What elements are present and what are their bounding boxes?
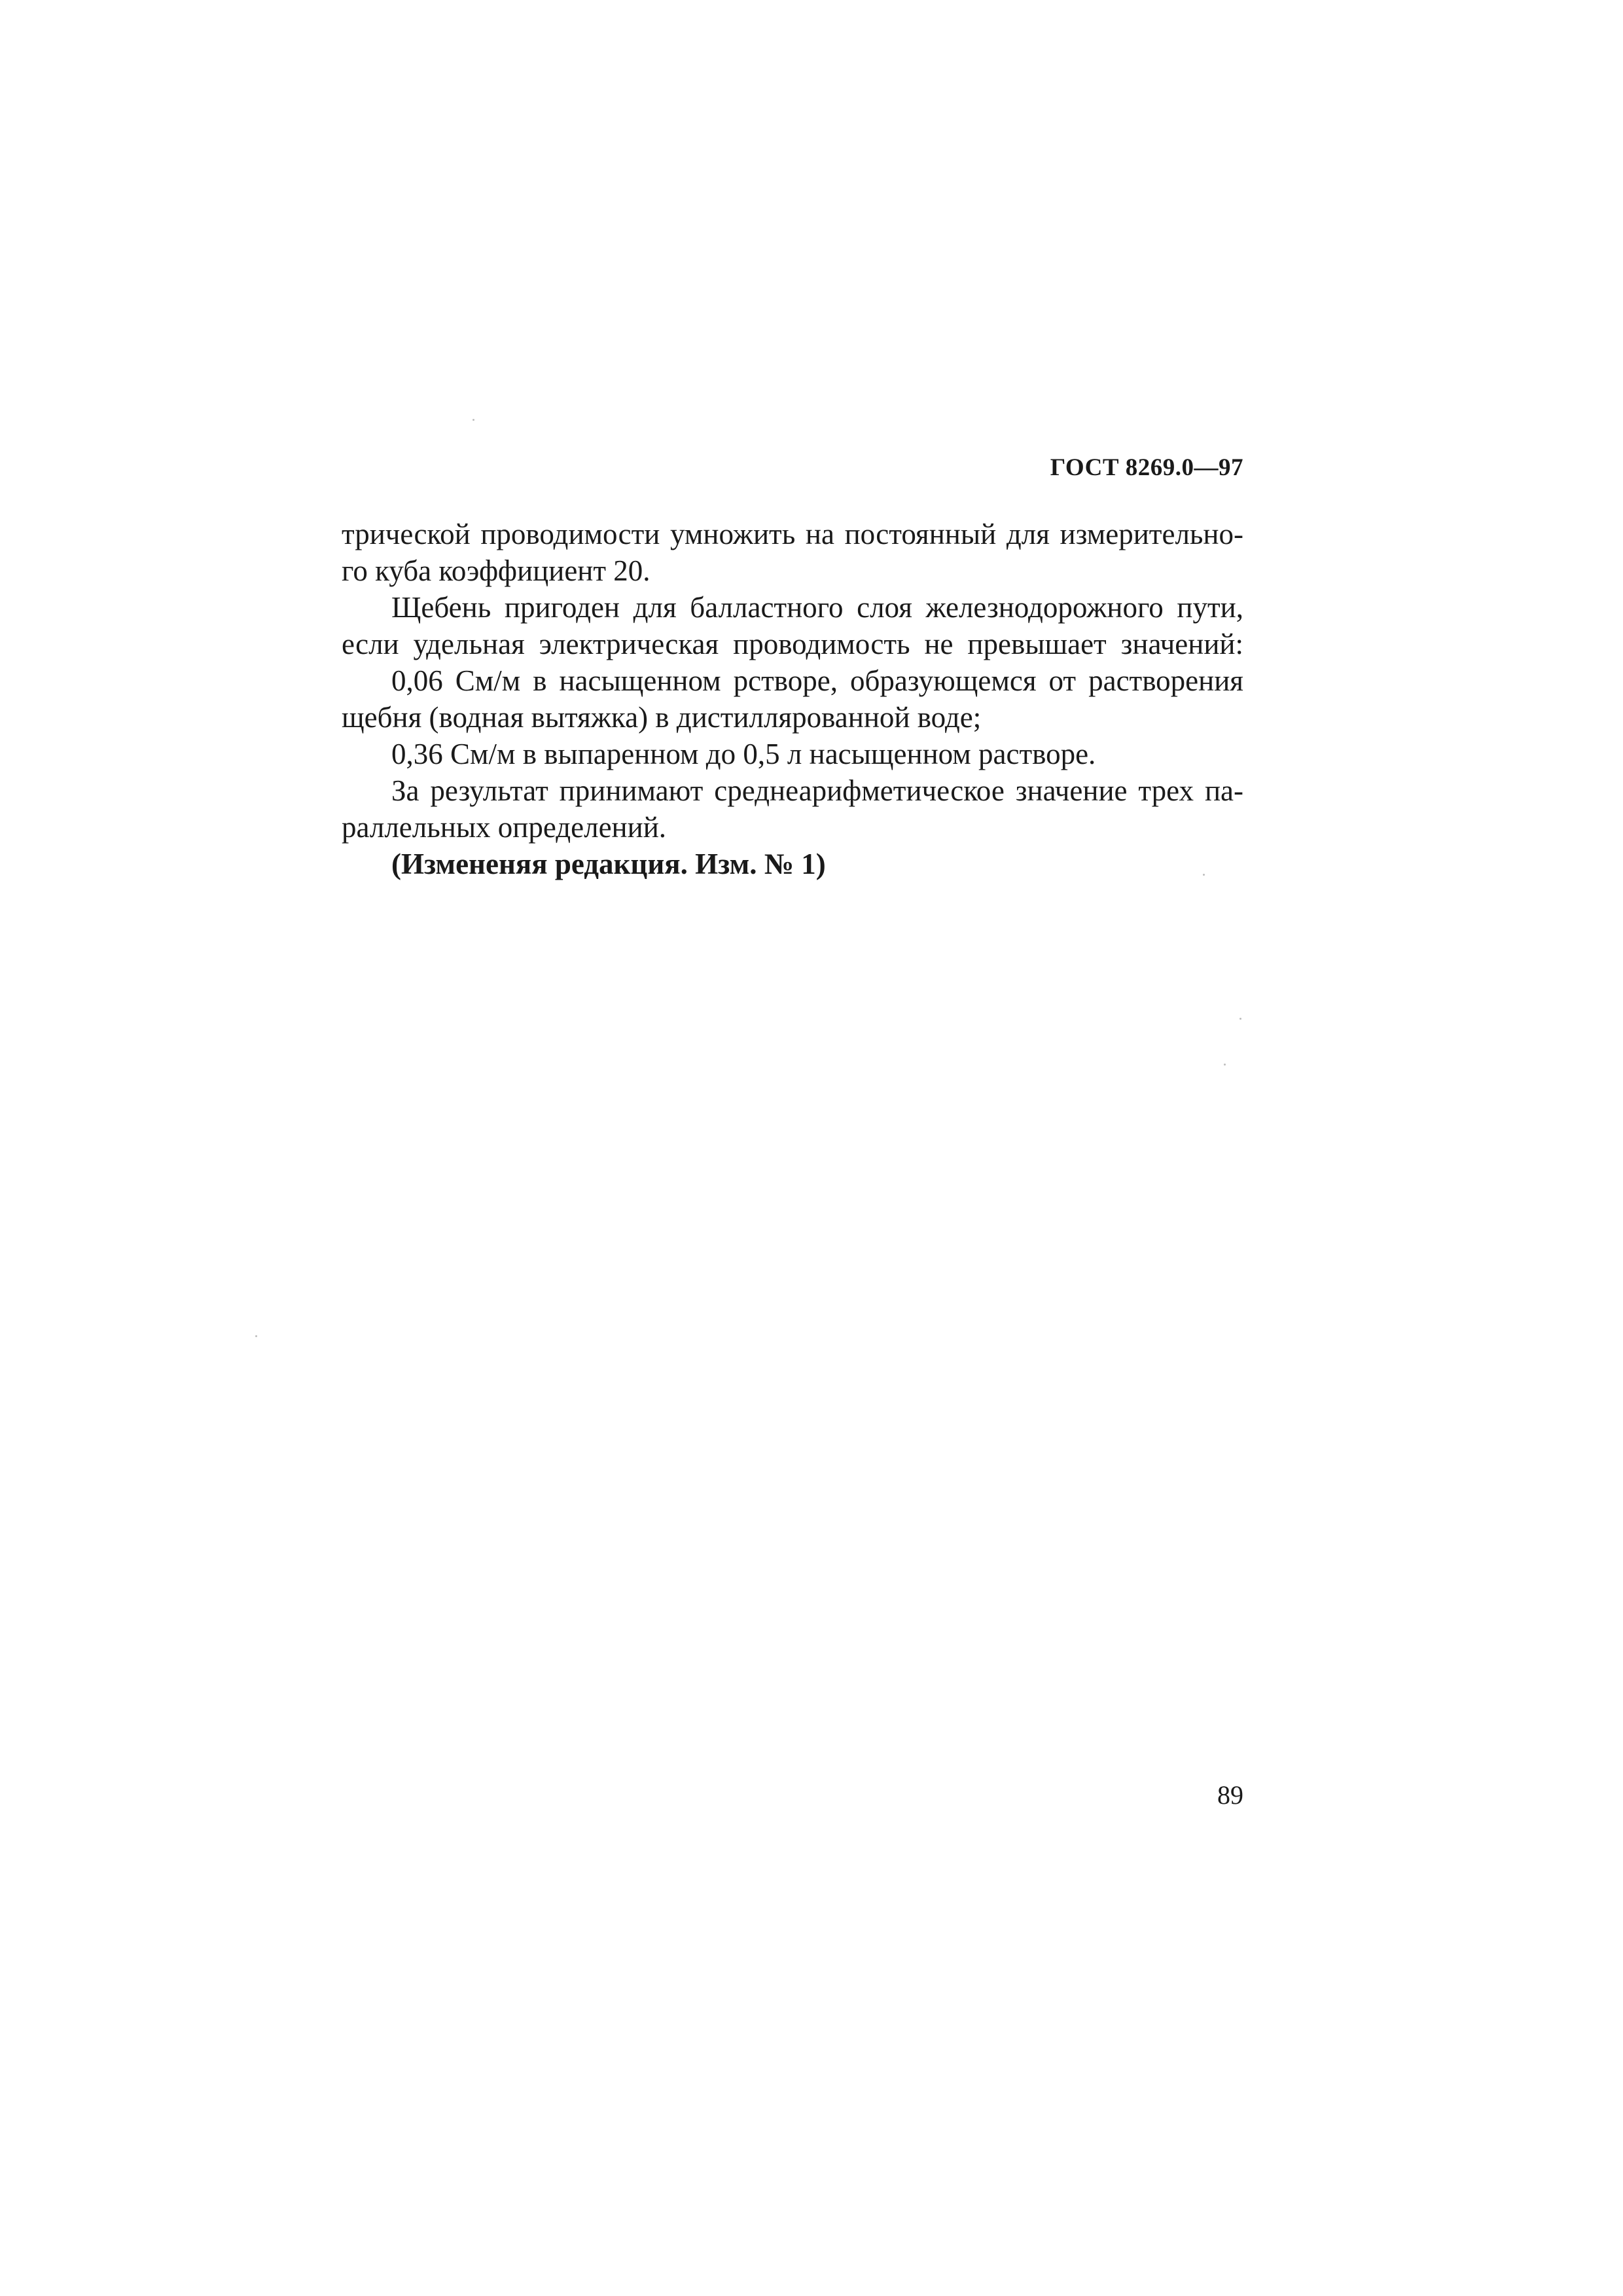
- paragraph-line-7: 0,36 См/м в выпаренном до 0,5 л насыщенном растворе.: [391, 738, 1096, 770]
- paragraph-line-3: Щебень пригоден для балластного слоя железнодорожного пути,: [391, 591, 1243, 624]
- amendment-note: (Измененяя редакция. Изм. № 1): [391, 848, 826, 880]
- paragraph-line-6: щебня (водная вытяжка) в дистиллярованной воде;: [342, 701, 982, 734]
- scan-speck: [1203, 874, 1205, 876]
- paragraph-line-2: го куба коэффициент 20.: [342, 554, 651, 587]
- paragraph-line-9: раллельных определений.: [342, 811, 667, 844]
- paragraph-line-8: За результат принимают среднеарифметическое значение трех па-: [391, 774, 1243, 807]
- scan-speck: [255, 1335, 257, 1337]
- page-number: 89: [1217, 1780, 1243, 1810]
- scan-speck: [1240, 1018, 1241, 1020]
- scan-speck: [473, 419, 474, 421]
- paragraph-line-5: 0,06 См/м в насыщенном рстворе, образующемся от растворения: [391, 664, 1243, 697]
- paragraph-line-1: трической проводимости умножить на постоянный для измерительно-: [342, 518, 1243, 550]
- standard-header: ГОСТ 8269.0—97: [1050, 454, 1243, 481]
- body-text: [342, 516, 1243, 882]
- scan-speck: [1224, 1064, 1226, 1066]
- paragraph-line-4: если удельная электрическая проводимость не превышает значений:: [342, 628, 1243, 660]
